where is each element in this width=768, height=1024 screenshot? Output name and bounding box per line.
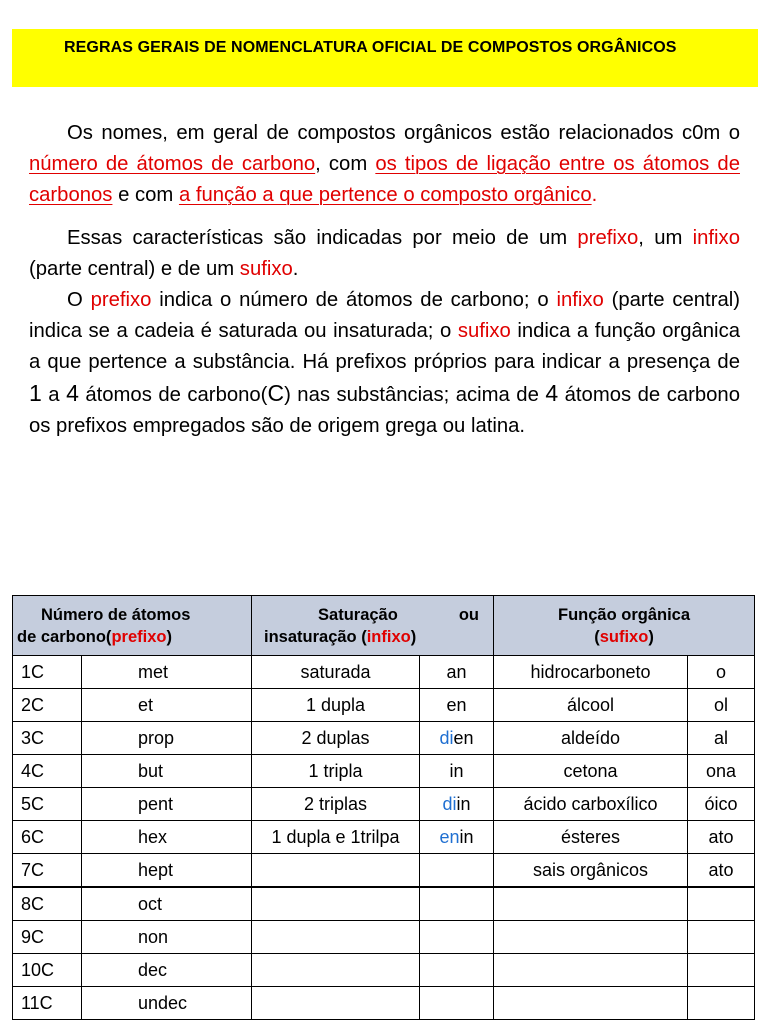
header-2-ou: ou	[458, 605, 480, 624]
p1-highlight-1: número de átomos de carbono	[29, 153, 316, 175]
header-1-line-1: Número de átomos	[41, 605, 191, 624]
function-cell: cetona	[494, 755, 688, 788]
header-saturation	[252, 596, 494, 656]
suffix-cell: ona	[688, 755, 755, 788]
p3-text-1: O	[67, 289, 91, 311]
p1-text-3: e com	[112, 184, 179, 206]
header-1-close: )	[166, 627, 172, 646]
p2-sufixo: sufixo	[239, 258, 293, 280]
prefix-cell: pent	[82, 788, 252, 821]
p3-text-6: átomos de carbono(	[78, 384, 268, 406]
table-header-row	[13, 596, 755, 656]
function-cell: ácido carboxílico	[494, 788, 688, 821]
saturation-cell	[252, 854, 420, 888]
infix-cell	[420, 854, 494, 888]
p2-text-1: Essas características são indicadas por meio de um	[67, 227, 578, 249]
header-2-line-1: Saturação	[318, 605, 398, 624]
p2-text-4: .	[292, 258, 299, 280]
saturation-cell: saturada	[252, 656, 420, 689]
p3-text-2: indica o número de átomos de carbono; o	[151, 289, 557, 311]
function-cell: álcool	[494, 689, 688, 722]
function-cell	[494, 921, 688, 954]
carbon-count-cell: 9C	[13, 921, 82, 954]
suffix-cell: ato	[688, 821, 755, 854]
p2-infixo: infixo	[692, 227, 740, 249]
table-row	[13, 921, 755, 954]
carbon-count-cell: 10C	[13, 954, 82, 987]
infix-cell	[420, 987, 494, 1020]
p3-text-8: átomos de carbono os prefixos empregados são de origem grega ou latina.	[29, 384, 740, 437]
infix-highlight: di	[442, 793, 457, 814]
header-3-line-1: Função orgânica	[558, 605, 691, 624]
table-row	[13, 821, 755, 854]
table-row	[13, 656, 755, 689]
prefix-cell: oct	[82, 887, 252, 921]
p3-text-3: (parte central) indica se a cadeia é saturada ou insaturada; o	[29, 289, 740, 342]
prefix-cell: dec	[82, 954, 252, 987]
function-cell: ésteres	[494, 821, 688, 854]
header-1-line-2: de carbono(	[17, 627, 112, 646]
infix-cell	[420, 689, 494, 722]
header-sufixo: sufixo	[599, 627, 649, 646]
suffix-cell: óico	[688, 788, 755, 821]
table-row	[13, 954, 755, 987]
infix-cell	[420, 821, 494, 854]
header-2-line-2: insaturação (	[264, 627, 367, 646]
infix-text: in	[456, 793, 471, 814]
p2-text-3: (parte central) e de um	[29, 258, 240, 280]
saturation-cell	[252, 987, 420, 1020]
header-3-open: (	[594, 627, 600, 646]
p1-text-2: , com	[315, 153, 376, 175]
function-cell: sais orgânicos	[494, 854, 688, 888]
p2-text-2: , um	[638, 227, 693, 249]
carbon-count-cell: 4C	[13, 755, 82, 788]
suffix-cell	[688, 987, 755, 1020]
infix-text: in	[459, 826, 474, 847]
infix-text: en	[453, 727, 474, 748]
infix-cell	[420, 788, 494, 821]
p3-sufixo: sufixo	[457, 320, 511, 342]
table-row	[13, 788, 755, 821]
suffix-cell: al	[688, 722, 755, 755]
p3-text-7: ) nas substâncias; acima de	[284, 384, 546, 406]
function-cell: aldeído	[494, 722, 688, 755]
p1-text-1: Os nomes, em geral de compostos orgânicos estão relacionados c0m o	[67, 122, 740, 144]
saturation-cell: 1 dupla	[252, 689, 420, 722]
saturation-cell: 2 triplas	[252, 788, 420, 821]
prefix-cell: met	[82, 656, 252, 689]
p3-letter-c: C	[267, 380, 285, 406]
intro-text	[29, 118, 740, 442]
prefix-cell: et	[82, 689, 252, 722]
infix-text: an	[446, 661, 467, 682]
p3-number-4: 4	[66, 380, 79, 406]
table-row	[13, 722, 755, 755]
carbon-count-cell: 5C	[13, 788, 82, 821]
prefix-cell: hex	[82, 821, 252, 854]
infix-highlight: di	[439, 727, 454, 748]
carbon-count-cell: 11C	[13, 987, 82, 1020]
paragraph-2	[29, 223, 740, 285]
function-cell: hidrocarboneto	[494, 656, 688, 689]
header-carbon-count	[13, 596, 252, 656]
suffix-cell: o	[688, 656, 755, 689]
function-cell	[494, 887, 688, 921]
carbon-count-cell: 3C	[13, 722, 82, 755]
header-3-close: )	[648, 627, 654, 646]
infix-cell	[420, 921, 494, 954]
saturation-cell	[252, 921, 420, 954]
prefix-cell: hept	[82, 854, 252, 888]
header-organic-function	[494, 596, 755, 656]
p3-infixo: infixo	[556, 289, 604, 311]
saturation-cell	[252, 887, 420, 921]
carbon-count-cell: 1C	[13, 656, 82, 689]
infix-cell	[420, 887, 494, 921]
p1-text-4: .	[591, 184, 598, 206]
paragraph-3	[29, 285, 740, 442]
suffix-cell	[688, 921, 755, 954]
infix-cell	[420, 656, 494, 689]
saturation-cell: 2 duplas	[252, 722, 420, 755]
carbon-count-cell: 2C	[13, 689, 82, 722]
table-row	[13, 689, 755, 722]
header-infixo: infixo	[366, 627, 411, 646]
infix-cell	[420, 755, 494, 788]
table-row	[13, 887, 755, 921]
prefix-cell: undec	[82, 987, 252, 1020]
p2-prefixo: prefixo	[577, 227, 639, 249]
p3-text-5: a	[41, 384, 67, 406]
carbon-count-cell: 8C	[13, 887, 82, 921]
saturation-cell	[252, 954, 420, 987]
infix-text: en	[446, 694, 467, 715]
saturation-cell: 1 dupla e 1trilpa	[252, 821, 420, 854]
header-2-close: )	[410, 627, 417, 646]
p3-text-4: indica a função orgânica a que pertence a substância. Há prefixos próprios para indicar a presença de	[29, 320, 740, 373]
suffix-cell	[688, 887, 755, 921]
page-title: REGRAS GERAIS DE NOMENCLATURA OFICIAL DE COMPOSTOS ORGÂNICOS	[64, 39, 677, 56]
carbon-count-cell: 7C	[13, 854, 82, 888]
table-row	[13, 755, 755, 788]
table-row	[13, 854, 755, 888]
infix-text: in	[449, 760, 464, 781]
title-banner	[12, 29, 758, 87]
saturation-cell: 1 tripla	[252, 755, 420, 788]
prefix-cell: non	[82, 921, 252, 954]
suffix-cell: ato	[688, 854, 755, 888]
p3-number-4b: 4	[545, 380, 559, 406]
table-body	[13, 656, 755, 1020]
prefix-cell: but	[82, 755, 252, 788]
p1-highlight-3: a função a que pertence o composto orgânico	[178, 184, 592, 206]
suffix-cell: ol	[688, 689, 755, 722]
nomenclature-table	[12, 595, 755, 1020]
p3-prefixo: prefixo	[90, 289, 152, 311]
function-cell	[494, 987, 688, 1020]
infix-highlight: en	[439, 826, 460, 847]
p1-highlight-2: os tipos de ligação entre os átomos de carbonos	[29, 153, 740, 206]
function-cell	[494, 954, 688, 987]
infix-cell	[420, 722, 494, 755]
suffix-cell	[688, 954, 755, 987]
table-row	[13, 987, 755, 1020]
header-prefixo: prefixo	[111, 627, 167, 646]
prefix-cell: prop	[82, 722, 252, 755]
p3-number-1: 1	[29, 380, 42, 406]
paragraph-1	[29, 118, 740, 211]
infix-cell	[420, 954, 494, 987]
carbon-count-cell: 6C	[13, 821, 82, 854]
